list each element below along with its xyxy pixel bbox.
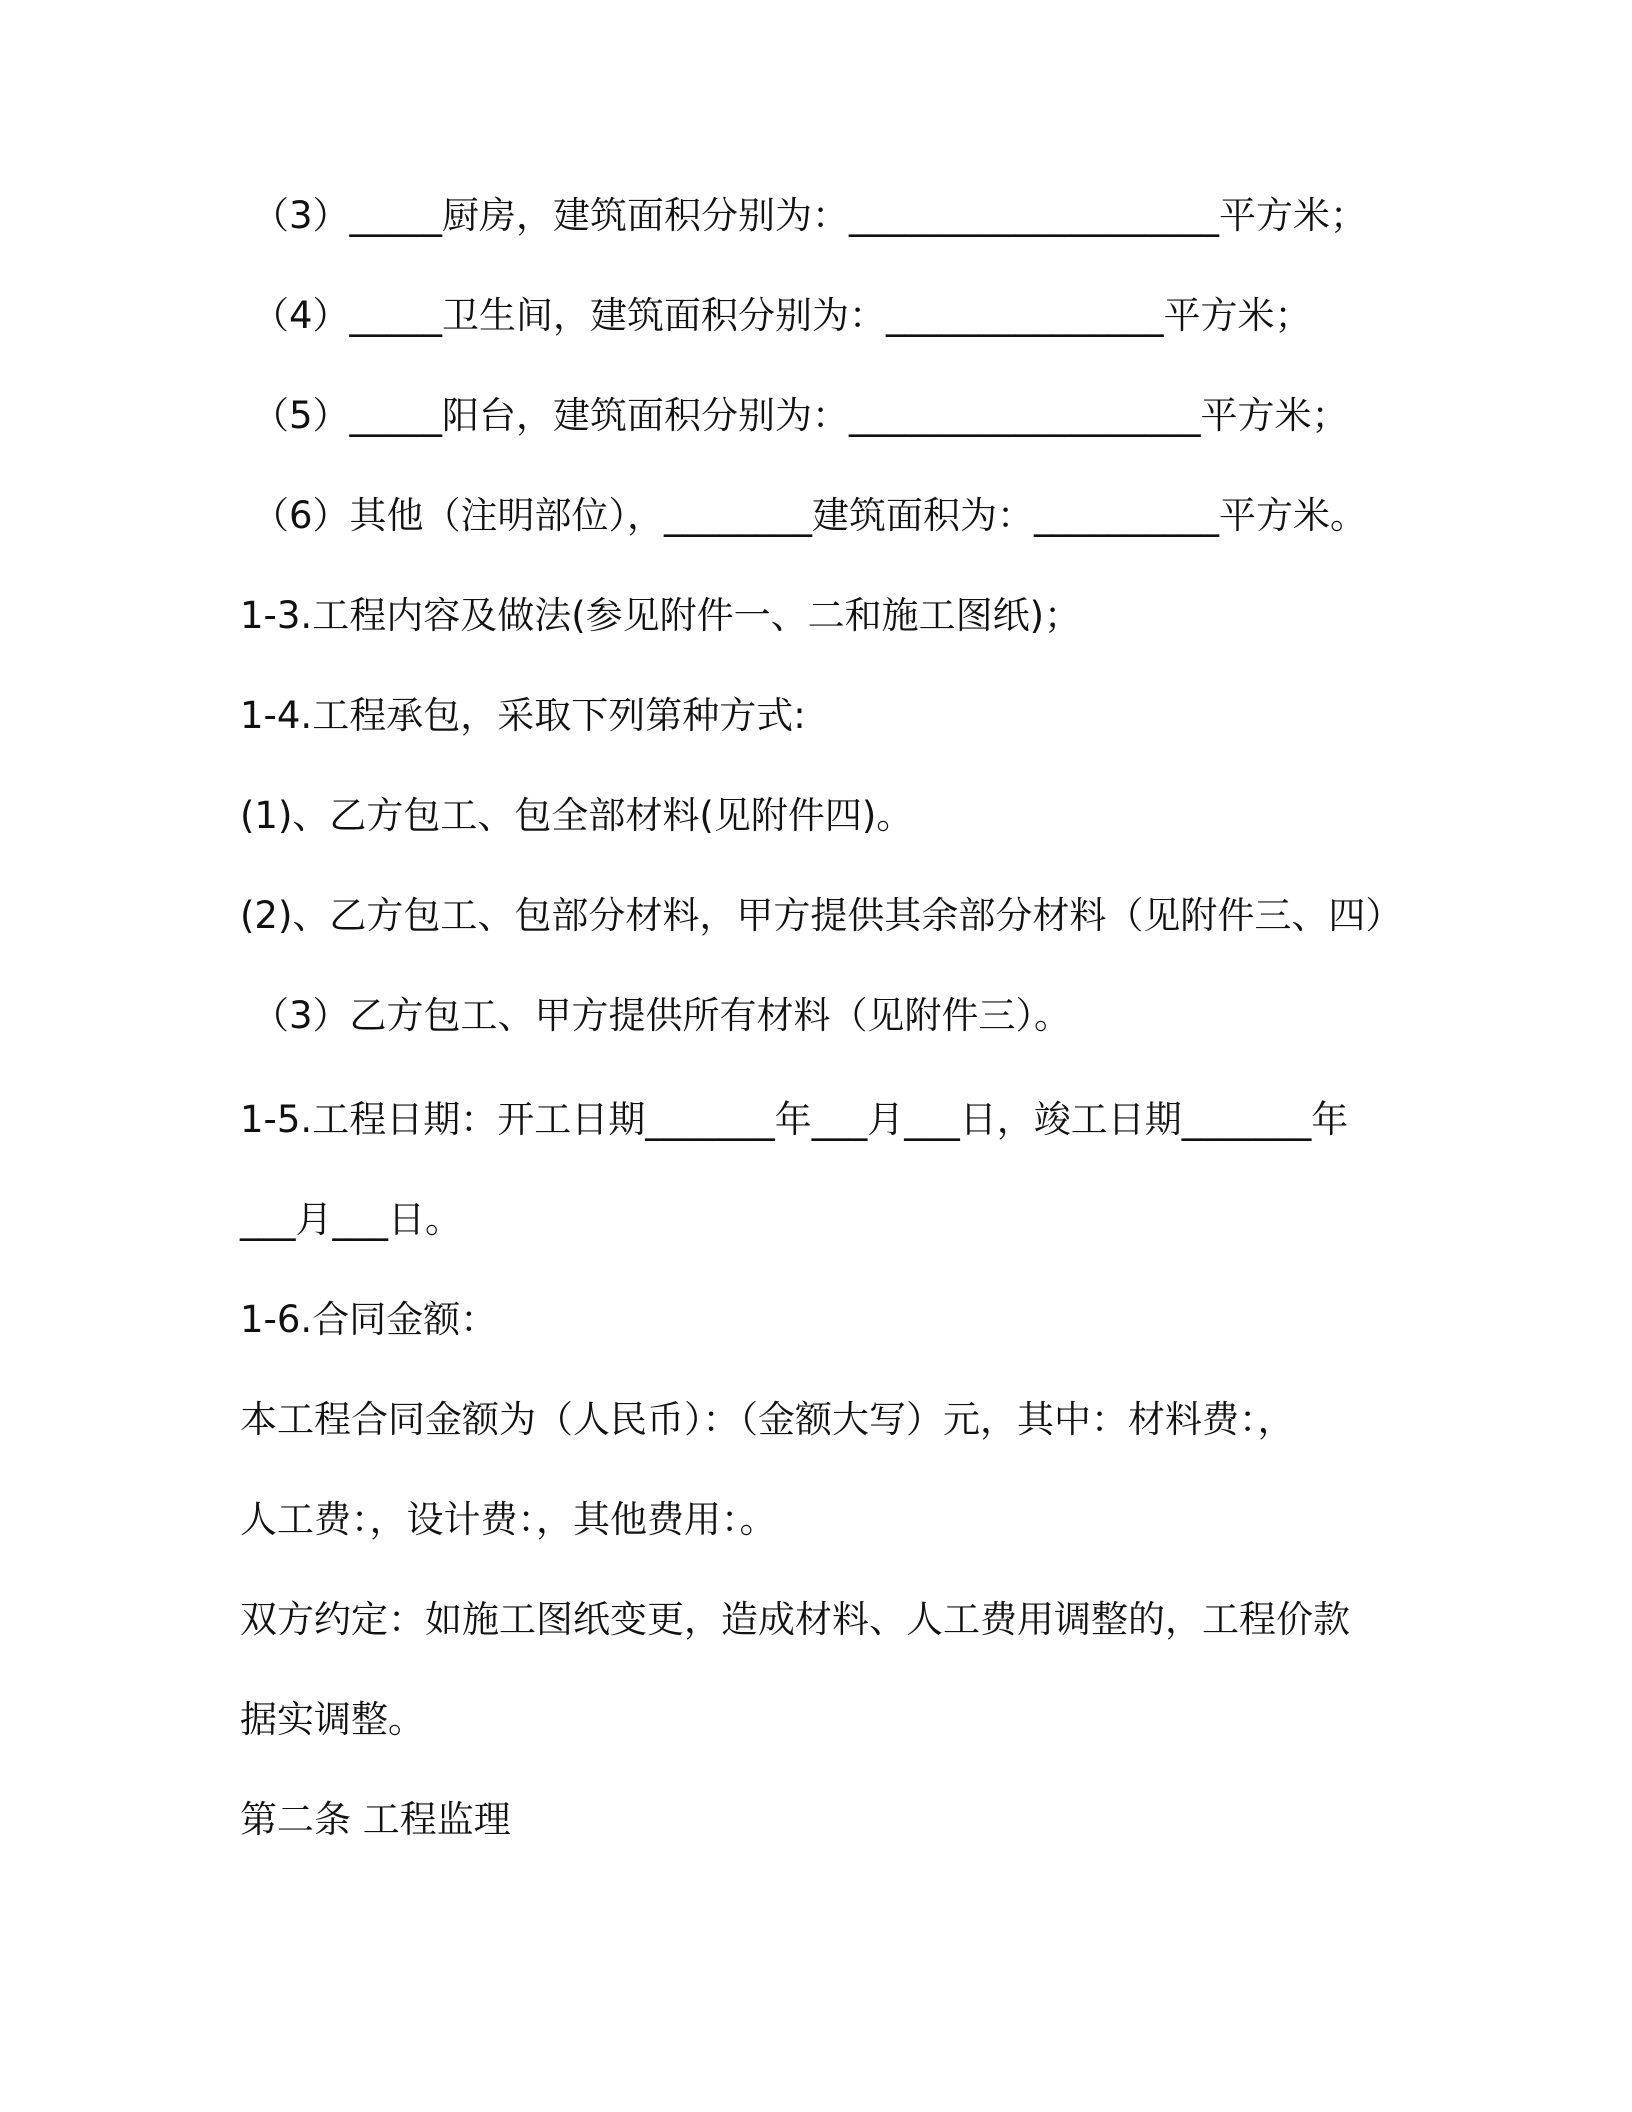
item-balcony-area: （5）_____阳台，建筑面积分别为：___________________平方米； — [252, 394, 1349, 437]
agreement-text: 双方约定：如施工图纸变更，造成材料、人工费用调整的，工程价款 — [240, 1598, 1350, 1641]
clause-1-3: 1-3.工程内容及做法(参见附件一、二和施工图纸)； — [240, 594, 1082, 637]
item-kitchen-area: （3）_____厨房，建筑面积分别为：____________________平方米； — [252, 194, 1368, 237]
clause-1-5-continued: ___月___日。 — [240, 1198, 462, 1241]
article-2-heading: 第二条 工程监理 — [240, 1798, 511, 1841]
clause-1-6: 1-6.合同金额： — [240, 1298, 498, 1341]
option-2: (2)、乙方包工、包部分材料，甲方提供其余部分材料（见附件三、四） — [240, 894, 1403, 937]
item-other-area: （6）其他（注明部位），________建筑面积为：__________平方米。 — [252, 494, 1368, 537]
clause-1-5: 1-5.工程日期：开工日期_______年___月___日，竣工日期_______年 — [240, 1098, 1349, 1141]
clause-1-4: 1-4.工程承包，采取下列第种方式: — [240, 694, 806, 737]
option-3: （3）乙方包工、甲方提供所有材料（见附件三）。 — [252, 994, 1072, 1037]
option-1: (1)、乙方包工、包全部材料(见附件四)。 — [240, 794, 914, 837]
contract-amount: 本工程合同金额为（人民币）：（金额大写）元，其中：材料费：， — [240, 1398, 1295, 1441]
item-bathroom-area: （4）_____卫生间，建筑面积分别为：_______________平方米； — [252, 294, 1312, 337]
agreement-text-continued: 据实调整。 — [240, 1698, 425, 1741]
contract-amount-continued: 人工费：，设计费：，其他费用：。 — [240, 1498, 777, 1541]
